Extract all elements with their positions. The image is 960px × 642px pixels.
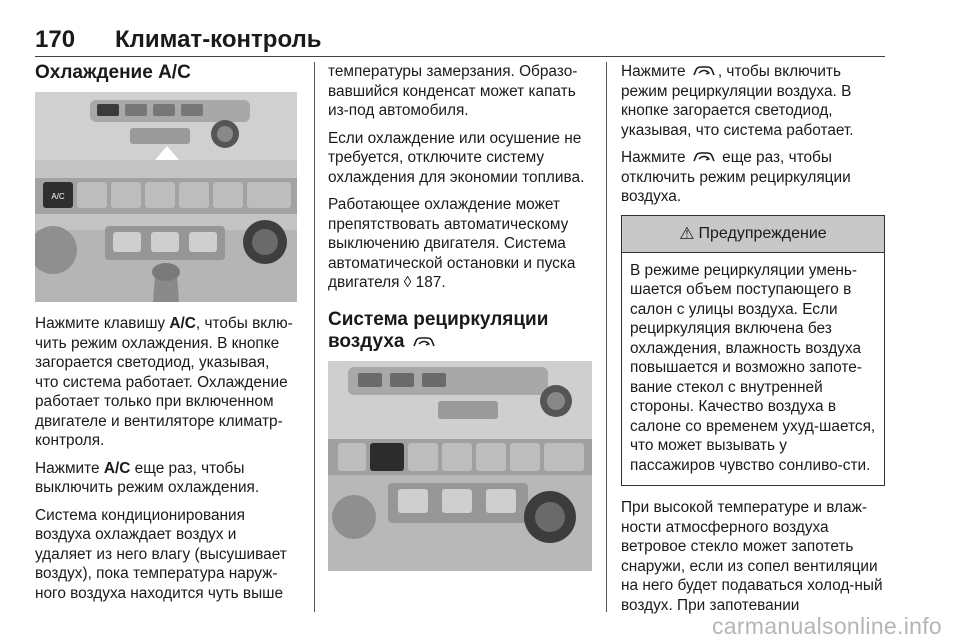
- text-segment: , чтобы вклю-чить режим охлаждения. В кнопке загорается светодиод, указывая, что система работает. Охлаждение работает только при включенном двигателе и вентиляторе климатр-контроля.: [35, 315, 293, 449]
- column-2: [328, 62, 592, 571]
- warning-triangle-icon: ⚠: [679, 223, 695, 243]
- page-header: [35, 26, 885, 57]
- ac-button-label: A/C: [51, 192, 65, 201]
- ac-key-label: A/C: [169, 315, 196, 332]
- paragraph-windshield-fog: При высокой температуре и влаж-ности атмосферного воздуха ветровое стекло может запотеть снаружи, если из сопел вентиляции на него будет подаваться холод-ный воздух. При запотевании: [621, 499, 883, 614]
- page-number: 170: [35, 26, 76, 53]
- column-divider-2: [606, 62, 607, 612]
- text-segment: Нажмите: [621, 63, 690, 80]
- recirculation-icon: [692, 150, 716, 163]
- paragraph-recirc-off: [621, 148, 885, 207]
- text-segment: Нажмите: [621, 149, 690, 166]
- paragraph-condensate: температуры замерзания. Образо-вавшийся конденсат может капать из-под автомобиля.: [328, 63, 578, 119]
- page-title: Климат-контроль: [115, 26, 322, 53]
- text-segment: еще раз, чтобы выключить режим охлаждения.: [35, 459, 260, 496]
- warning-text: В режиме рециркуляции умень-шается объем поступающего в салон с улицы воздуха. Если рециркуляция включена без охлаждения, влажность воздуха повышается и возможно запоте-вание стекол с внутренней стороны. Качество воздуха в салоне со временем ухуд-шается, что может вызывать у пассажиров чувство сонливо-сти.: [630, 261, 876, 474]
- warning-header: [622, 216, 884, 253]
- section-heading-recirculation: [328, 309, 592, 353]
- ac-panel-illustration: [35, 92, 297, 302]
- text-segment: еще раз, чтобы отключить режим рециркуляции воздуха.: [621, 149, 851, 205]
- paragraph-fuel-economy: Если охлаждение или осушение не требуется, отключите систему охлаждения для экономии топлива.: [328, 129, 585, 186]
- recirculation-panel-drawing: [328, 361, 592, 571]
- section-heading-ac: Охлаждение A/C: [35, 62, 191, 83]
- heading-text: Система рециркуляции воздуха: [328, 308, 549, 352]
- recirculation-icon: [692, 64, 716, 77]
- column-1: [35, 62, 297, 611]
- column-3: [621, 62, 885, 623]
- text-segment: , чтобы включить режим рециркуляции воздуха. В кнопке загорается светодиод, указывая, что система работает.: [621, 63, 854, 139]
- text-segment: Нажмите: [35, 459, 104, 477]
- column-divider-1: [314, 62, 315, 612]
- paragraph-ac-off: [35, 459, 297, 498]
- paragraph-ac-description: Система кондиционирования воздуха охлаждает воздух и удаляет из него влагу (высушивает воздух), пока температура наруж-ного воздуха находится чуть выше: [35, 506, 287, 602]
- ac-key-label: A/C: [103, 459, 131, 477]
- text-segment: Нажмите клавишу: [35, 315, 170, 332]
- warning-box: [621, 215, 885, 487]
- recirculation-icon: [412, 335, 436, 348]
- paragraph-recirc-on: [621, 62, 885, 140]
- paragraph-ac-on: [35, 314, 297, 451]
- paragraph-autostop: Работающее охлаждение может препятствовать автоматическому выключению двигателя. Система автоматической остановки и пуска двигателя ◊ 187.: [328, 196, 576, 291]
- recirculation-panel-illustration: [328, 361, 592, 571]
- ac-panel-drawing: [35, 92, 297, 302]
- watermark: carmanualsonline.info: [711, 613, 942, 639]
- warning-title: Предупреждение: [698, 224, 827, 242]
